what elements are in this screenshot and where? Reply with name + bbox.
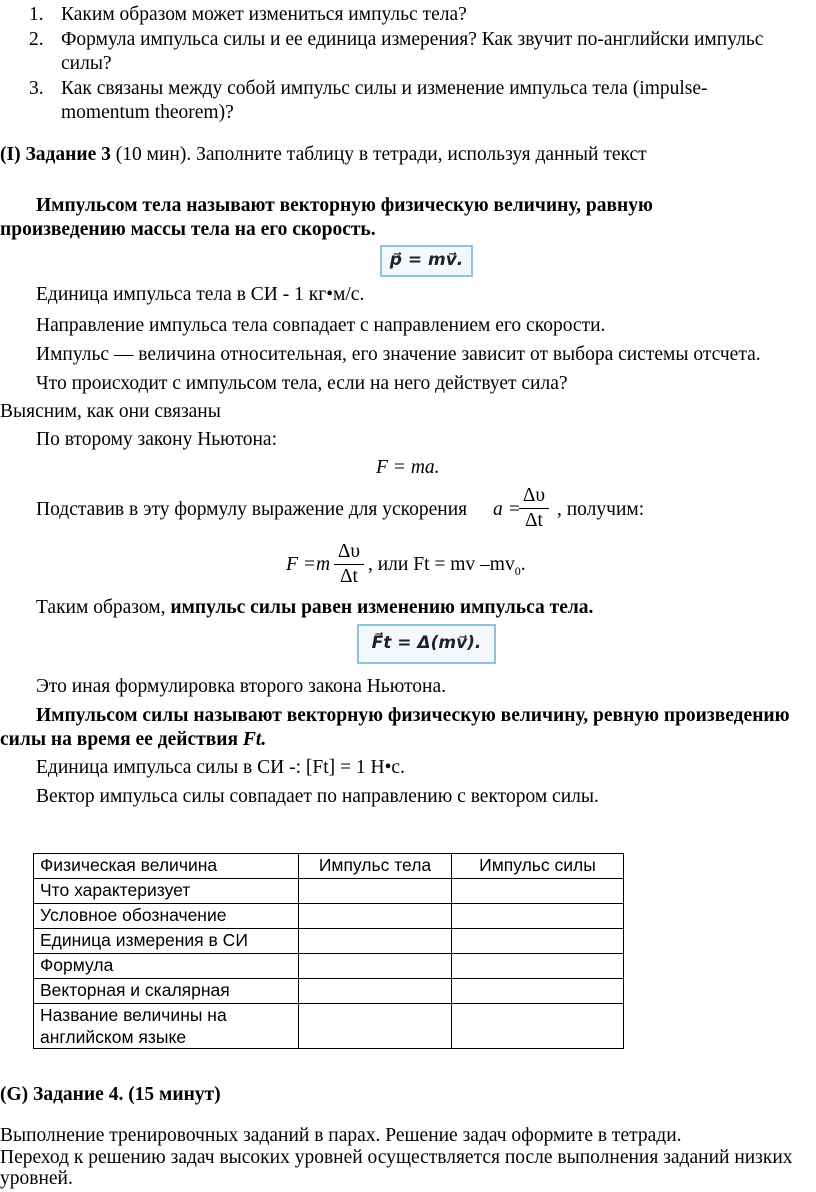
momentum-definition-line2: произведению массы тела на его скорость. bbox=[0, 219, 376, 240]
table-cell[interactable] bbox=[299, 929, 452, 954]
table-cell[interactable] bbox=[452, 904, 624, 929]
momentum-formula-image: p⃗ = mv⃗. bbox=[380, 245, 473, 277]
table-header-cell: Физическая величина bbox=[34, 854, 299, 879]
impulse-fraction bbox=[334, 540, 364, 589]
f-equals-m: F =m bbox=[286, 554, 331, 575]
table-row bbox=[34, 929, 624, 954]
fraction-delta-v: Δυ bbox=[522, 485, 546, 506]
impulse-definition-line1: Импульсом силы называют векторную физическую величину, ревную произведению bbox=[36, 705, 790, 726]
task4-paragraph2-line1: Переход к решению задач высоких уровней осуществляется после выполнения заданий низких bbox=[0, 1147, 793, 1168]
thus-statement bbox=[36, 596, 593, 620]
table-cell: Название величины на английском языке bbox=[34, 1004, 299, 1049]
subscript-zero: 0 bbox=[514, 563, 521, 578]
momentum-si-unit: Единица импульса тела в СИ - 1 кг•м/с. bbox=[36, 284, 365, 305]
question-1-number: 1. bbox=[29, 4, 44, 25]
table-row bbox=[34, 1004, 624, 1049]
task3-label: (I) Задание 3 bbox=[0, 144, 111, 165]
impulse-definition-ft: Ft. bbox=[242, 729, 267, 750]
thus-bold: импульс силы равен изменению импульса тела. bbox=[170, 597, 594, 618]
table-row bbox=[34, 879, 624, 904]
impulse-si-unit: Единица импульса силы в СИ -: [Ft] = 1 Н•с. bbox=[36, 757, 405, 778]
acceleration-fraction bbox=[519, 484, 549, 533]
equation-period: . bbox=[520, 554, 526, 575]
impulse-theorem-formula-image: F⃗t = Δ(mv⃗). bbox=[357, 624, 496, 664]
thus-prefix: Таким образом, bbox=[36, 597, 171, 618]
momentum-direction: Направление импульса тела совпадает с направлением его скорости. bbox=[36, 315, 606, 336]
question-2-number: 2. bbox=[29, 29, 44, 50]
table-header-cell: Импульс тела bbox=[299, 854, 452, 879]
task3-heading bbox=[0, 143, 647, 167]
table-cell: Векторная и скалярная bbox=[34, 979, 299, 1004]
table-cell: Условное обозначение bbox=[34, 904, 299, 929]
ft-equation-text: , или Ft = mv –mv bbox=[368, 554, 515, 575]
f-equals-ma: F = ma. bbox=[376, 457, 440, 478]
question-3-number: 3. bbox=[29, 78, 44, 99]
table-cell[interactable] bbox=[452, 1004, 624, 1049]
task4-paragraph1: Выполнение тренировочных заданий в парах. Решение задач оформите в тетради. bbox=[0, 1125, 682, 1146]
table-cell[interactable] bbox=[299, 879, 452, 904]
table-row bbox=[34, 979, 624, 1004]
question-2-text-line1: Формула импульса силы и ее единица измерения? Как звучит по-английски импульс bbox=[61, 29, 764, 50]
task3-time: (10 мин) bbox=[110, 144, 187, 165]
impulse-definition-line2 bbox=[0, 728, 266, 752]
impulse-definition-text: силы на время ее действия bbox=[0, 729, 243, 750]
table-cell[interactable] bbox=[452, 929, 624, 954]
impulse-direction: Вектор импульса силы совпадает по направлению с вектором силы. bbox=[36, 786, 599, 807]
task3-instruction: . Заполните таблицу в тетради, используя данный текст bbox=[186, 144, 647, 165]
table-cell: Единица измерения в СИ bbox=[34, 929, 299, 954]
table-cell[interactable] bbox=[299, 954, 452, 979]
table-cell[interactable] bbox=[299, 904, 452, 929]
table-cell[interactable] bbox=[452, 954, 624, 979]
ft-equation bbox=[368, 553, 526, 583]
table-row bbox=[34, 904, 624, 929]
question-1-text: Каким образом может измениться импульс тела? bbox=[61, 4, 467, 25]
table-cell[interactable] bbox=[452, 879, 624, 904]
get-text: , получим: bbox=[557, 499, 645, 520]
table-header-cell: Импульс силы bbox=[452, 854, 624, 879]
newton-second-law: По второму закону Ньютона: bbox=[36, 429, 277, 450]
table-row bbox=[34, 954, 624, 979]
table-cell[interactable] bbox=[452, 979, 624, 1004]
fraction-delta-t: Δt bbox=[340, 566, 358, 587]
momentum-relative: Импульс — величина относительная, его значение зависит от выбора системы отсчета. bbox=[36, 344, 761, 365]
table-cell[interactable] bbox=[299, 979, 452, 1004]
another-formulation: Это иная формулировка второго закона Ньютона. bbox=[36, 676, 446, 697]
question-3-text-line2: momentum theorem)? bbox=[61, 102, 234, 123]
fraction-delta-v: Δυ bbox=[337, 541, 361, 562]
table-cell[interactable] bbox=[299, 1004, 452, 1049]
table-header-row bbox=[34, 854, 624, 879]
substitution-text: Подставив в эту формулу выражение для ускорения bbox=[36, 499, 468, 520]
question-2-text-line2: силы? bbox=[61, 53, 112, 74]
find-out-text: Выясним, как они связаны bbox=[0, 401, 221, 422]
question-3-text-line1: Как связаны между собой импульс силы и изменение импульса тела (impulse- bbox=[61, 78, 708, 99]
task4-paragraph2-line2: уровней. bbox=[0, 1168, 73, 1189]
momentum-definition-line1: Импульсом тела называют векторную физическую величину, равную bbox=[36, 195, 653, 216]
task4-title: (G) Задание 4. (15 минут) bbox=[0, 1084, 221, 1105]
table-cell: Что характеризует bbox=[34, 879, 299, 904]
comparison-table bbox=[33, 853, 624, 1049]
fraction-delta-t: Δt bbox=[525, 510, 543, 531]
question-force: Что происходит с импульсом тела, если на него действует сила? bbox=[36, 373, 568, 394]
a-equals: a = bbox=[493, 499, 521, 520]
table-cell: Формула bbox=[34, 954, 299, 979]
